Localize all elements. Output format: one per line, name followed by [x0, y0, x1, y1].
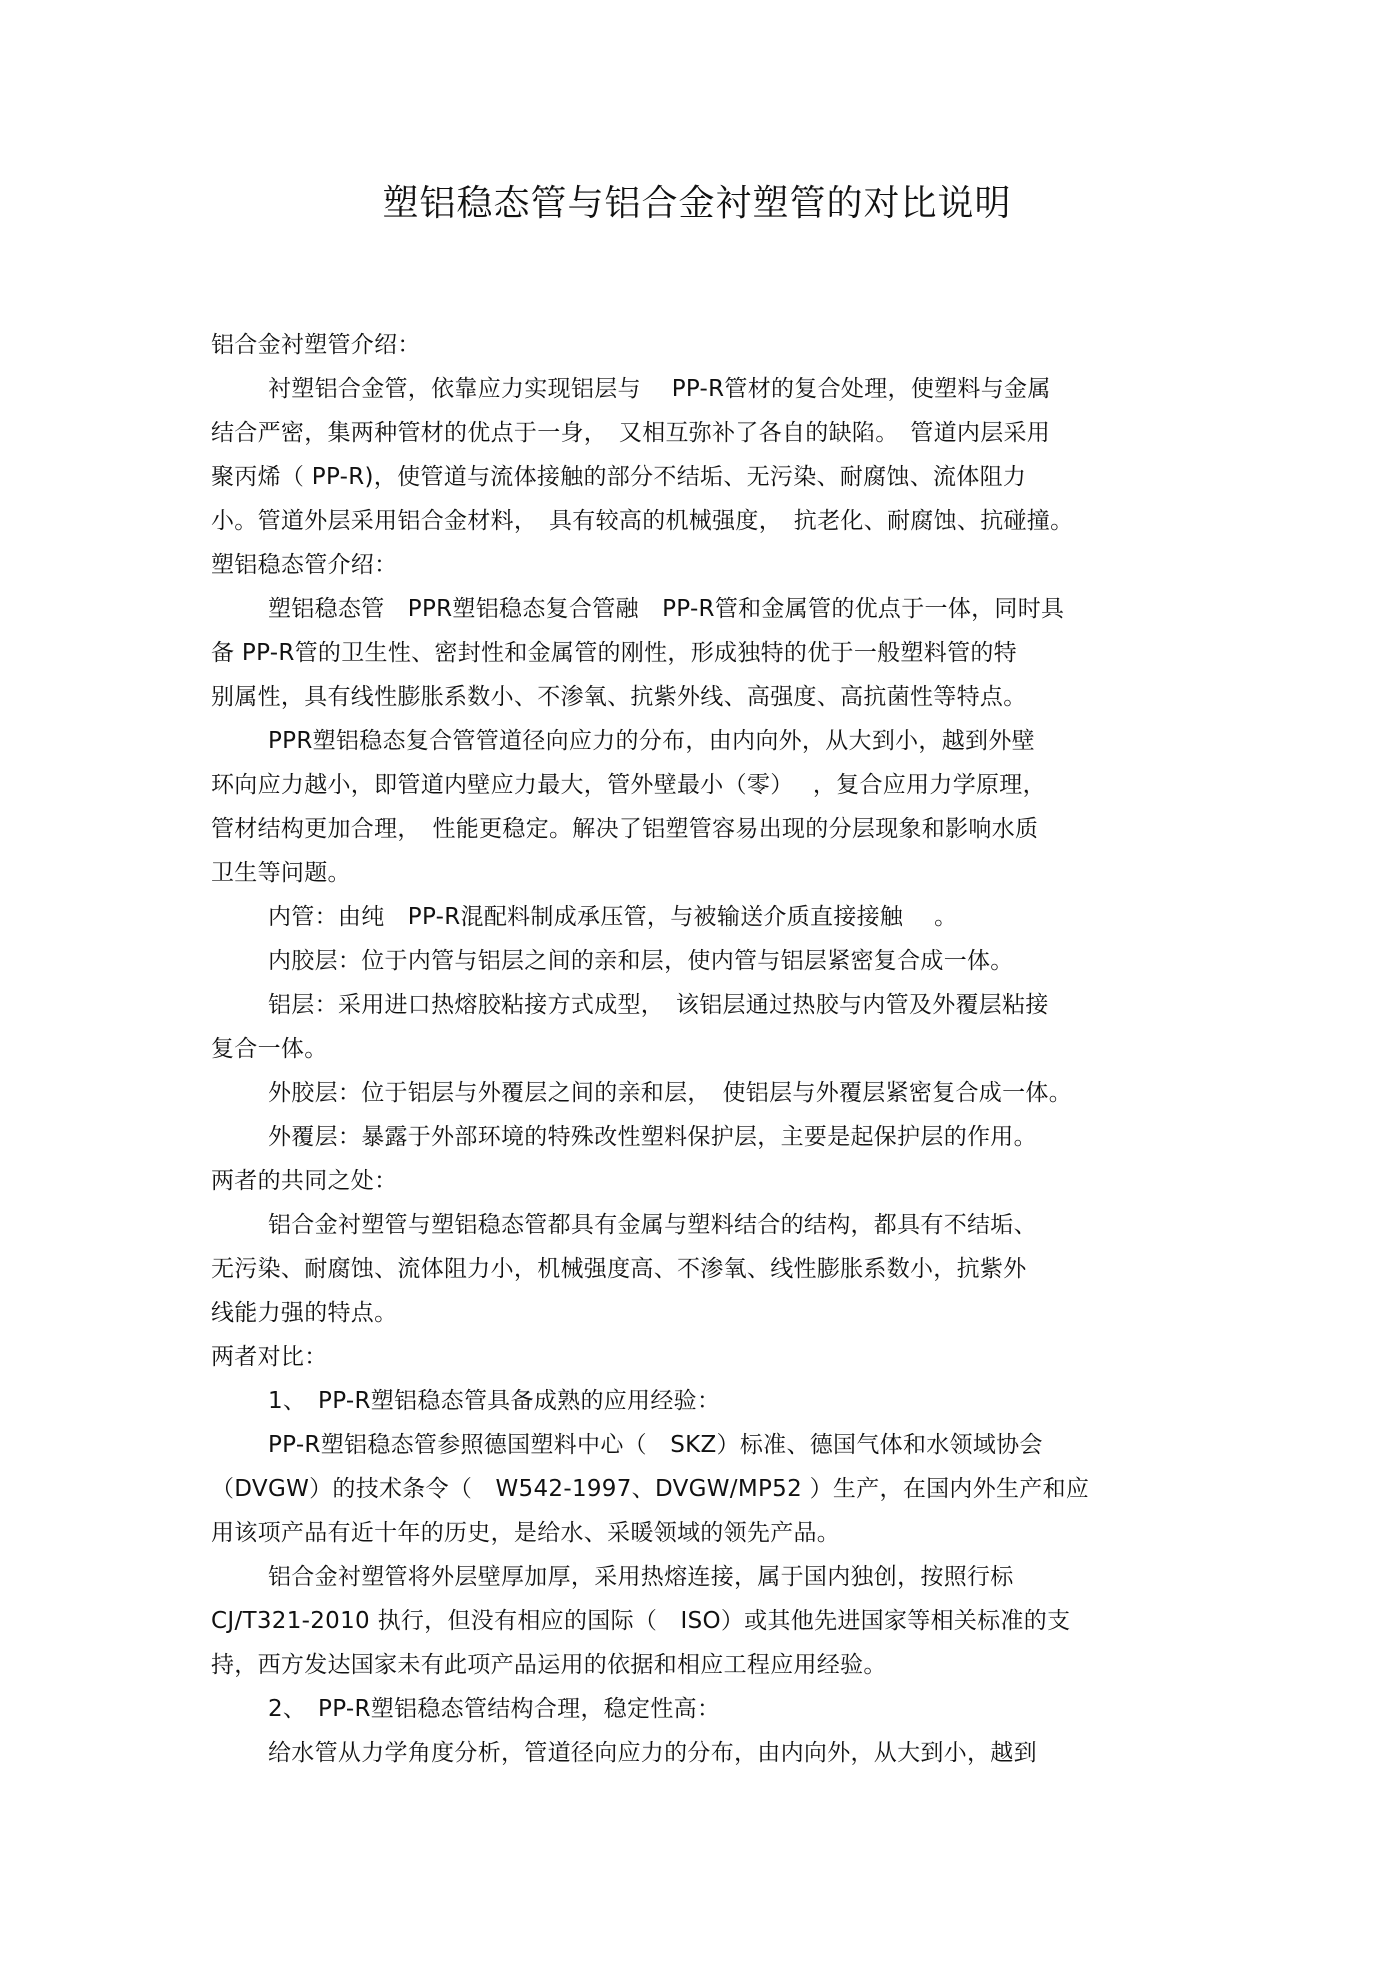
- text-line: 塑铝稳态管 PPR塑铝稳态复合管融 PP-R管和金属管的优点于一体，同时具: [268, 596, 1065, 622]
- text-line: 卫生等问题。: [211, 860, 351, 886]
- text-line: 2、 PP-R塑铝稳态管结构合理，稳定性高：: [268, 1696, 721, 1722]
- text-line: CJ/T321-2010 执行，但没有相应的国际（ ISO）或其他先进国家等相关标准的支: [211, 1608, 1071, 1634]
- text-line: 持，西方发达国家未有此项产品运用的依据和相应工程应用经验。: [211, 1652, 887, 1678]
- text-line: 聚丙烯（ PP-R)，使管道与流体接触的部分不结垢、无污染、耐腐蚀、流体阻力: [211, 464, 1027, 490]
- text-line: （DVGW）的技术条令（ W542-1997、DVGW/MP52 ）生产，在国内外生产和应: [211, 1476, 1090, 1502]
- text-line: 铝合金衬塑管与塑铝稳态管都具有金属与塑料结合的结构，都具有不结垢、: [268, 1212, 1037, 1238]
- text-line: 两者对比：: [211, 1344, 328, 1370]
- text-line: 内管：由纯 PP-R混配料制成承压管，与被输送介质直接接触 。: [268, 904, 958, 930]
- text-line: 结合严密，集两种管材的优点于一身， 又相互弥补了各自的缺陷。 管道内层采用: [211, 420, 1051, 446]
- text-line: 内胶层：位于内管与铝层之间的亲和层，使内管与铝层紧密复合成一体。: [268, 948, 1014, 974]
- text-line: PPR塑铝稳态复合管管道径向应力的分布，由内向外，从大到小，越到外壁: [268, 728, 1035, 754]
- text-line: 1、 PP-R塑铝稳态管具备成熟的应用经验：: [268, 1388, 721, 1414]
- text-line: 复合一体。: [211, 1036, 328, 1062]
- text-line: 用该项产品有近十年的历史，是给水、采暖领域的领先产品。: [211, 1520, 841, 1546]
- document-body: [211, 323, 1211, 1775]
- text-line: 两者的共同之处：: [211, 1168, 398, 1194]
- text-line: 铝合金衬塑管将外层壁厚加厚，采用热熔连接，属于国内独创，按照行标: [268, 1564, 1014, 1590]
- text-line: 小。管道外层采用铝合金材料， 具有较高的机械强度， 抗老化、耐腐蚀、抗碰撞。: [211, 508, 1074, 534]
- text-line: PP-R塑铝稳态管参照德国塑料中心（ SKZ）标准、德国气体和水领域协会: [268, 1432, 1043, 1458]
- text-line: 外覆层：暴露于外部环境的特殊改性塑料保护层，主要是起保护层的作用。: [268, 1124, 1037, 1150]
- text-line: 别属性，具有线性膨胀系数小、不渗氧、抗紫外线、高强度、高抗菌性等特点。: [211, 684, 1027, 710]
- text-line: 线能力强的特点。: [211, 1300, 398, 1326]
- text-line: 外胶层：位于铝层与外覆层之间的亲和层， 使铝层与外覆层紧密复合成一体。: [268, 1080, 1072, 1106]
- text-line: 给水管从力学角度分析，管道径向应力的分布，由内向外，从大到小，越到: [268, 1740, 1037, 1766]
- text-line: 衬塑铝合金管，依靠应力实现铝层与 PP-R管材的复合处理，使塑料与金属: [268, 376, 1051, 402]
- text-line: 铝层：采用进口热熔胶粘接方式成型， 该铝层通过热胶与内管及外覆层粘接: [268, 992, 1049, 1018]
- text-line: 塑铝稳态管介绍：: [211, 552, 398, 578]
- text-line: 无污染、耐腐蚀、流体阻力小，机械强度高、不渗氧、线性膨胀系数小，抗紫外: [211, 1256, 1027, 1282]
- text-line: 备 PP-R管的卫生性、密封性和金属管的刚性，形成独特的优于一般塑料管的特: [211, 640, 1017, 666]
- text-line: 环向应力越小，即管道内壁应力最大，管外壁最小（零） ，复合应用力学原理，: [211, 772, 1046, 798]
- document-title: 塑铝稳态管与铝合金衬塑管的对比说明: [382, 183, 1012, 224]
- text-line: 管材结构更加合理， 性能更稳定。解决了铝塑管容易出现的分层现象和影响水质: [211, 816, 1039, 842]
- text-line: 铝合金衬塑管介绍：: [211, 332, 421, 358]
